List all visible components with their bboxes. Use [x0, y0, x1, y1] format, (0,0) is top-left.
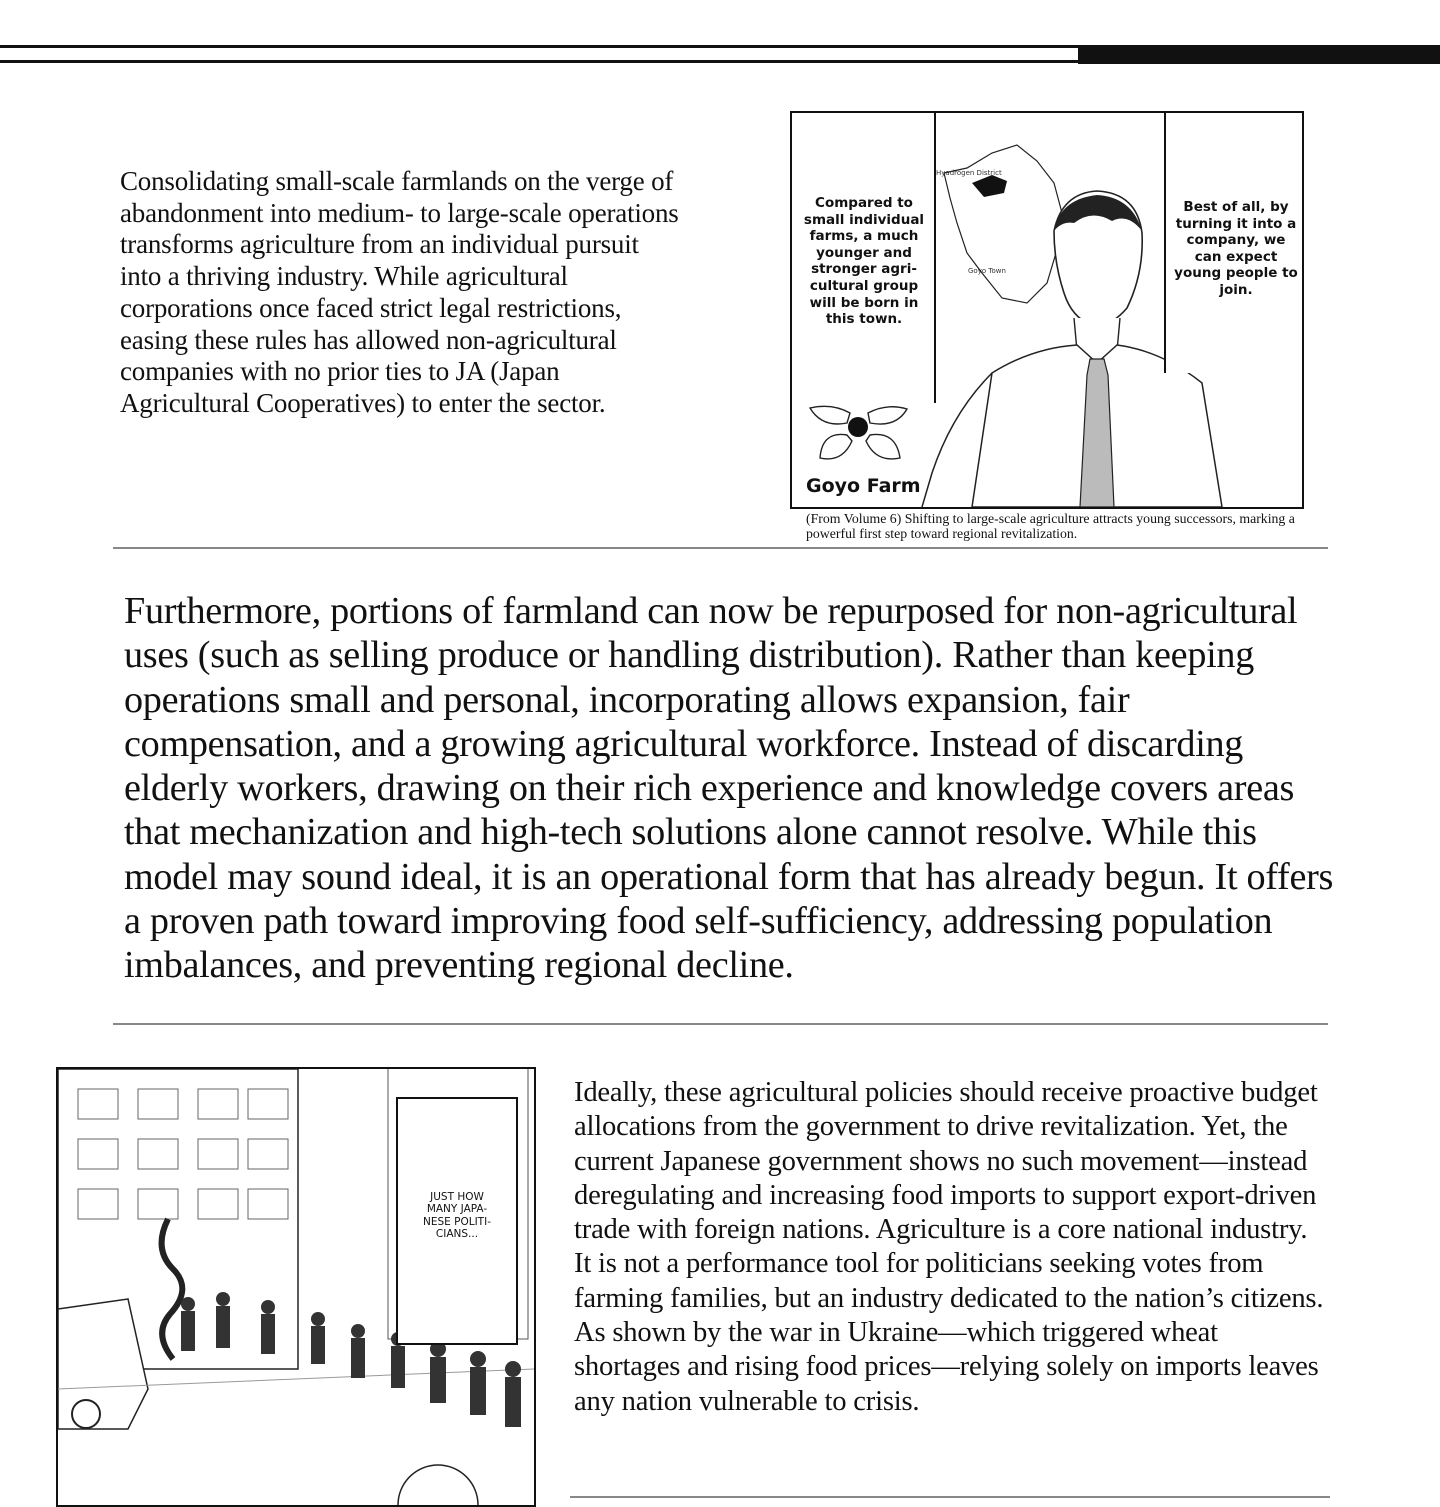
speech-bubble-right	[1164, 113, 1304, 373]
top-rule-bar	[1078, 46, 1440, 64]
map-district-label: Hyadrogen District	[936, 169, 1002, 177]
manga-panel-goyo-farm	[790, 111, 1304, 509]
intro-paragraph: Consolidating small-scale farmlands on the verge of abandonment into medium- to large-scale operations transforms agriculture from an individual pursuit into a thriving industry. While agricultural corporations once faced strict legal restrictions, easing these rules has allowed non-agricultural companies with no prior ties to JA (Japan Agricultural Cooperatives) to enter the sector.	[120, 166, 679, 418]
panel1-caption: (From Volume 6) Shifting to large-scale agriculture attracts young successors, marking a powerful first step toward regional revitalization.	[806, 511, 1295, 541]
section-divider	[113, 547, 1328, 549]
top-rule-secondary	[0, 60, 1080, 63]
map-town-label: Goyo Town	[968, 267, 1006, 275]
bottom-divider	[570, 1496, 1330, 1498]
speech-bubble-street	[396, 1097, 518, 1345]
speech-bubble-left-text: Compared to small individual farms, a much younger and stronger agri- cultural group will be born in this town.	[803, 195, 925, 328]
speech-bubble-street-text: JUST HOW MANY JAPA- NESE POLITI- CIANS...	[423, 1191, 491, 1241]
brand-name: Goyo Farm	[806, 475, 921, 497]
speech-bubble-left	[792, 113, 936, 403]
speech-bubble-right-text: Best of all, by turning it into a company, we can expect young people to join.	[1174, 199, 1298, 298]
manga-panel-street-scene	[56, 1067, 536, 1507]
closing-paragraph: Ideally, these agricultural policies should receive proactive budget allocations from the government to drive revitalization. Yet, the current Japanese government shows no such movement—instead deregulating and increasing food imports to support export-driven trade with foreign nations. Agriculture is a core national industry. It is not a performance tool for politicians seeking votes from farming families, but an industry dedicated to the nation’s citizens. As shown by the war in Ukraine—which triggered wheat shortages and rising food prices—relying solely on imports leaves any nation vulnerable to crisis.	[574, 1077, 1324, 1417]
section-divider-2	[113, 1023, 1328, 1025]
main-paragraph: Furthermore, portions of farmland can now be repurposed for non-agricultural uses (such as selling produce or handling distribution). Rather than keeping operations small and personal, incorporating allows expansion, fair compensation, and a growing agricultural workforce. Instead of discarding elderly workers, drawing on their rich experience and knowledge covers areas that mechanization and high-tech solutions alone cannot resolve. While this model may sound ideal, it is an operational form that has already begun. It offers a proven path toward improving food self-sufficiency, addressing population imbalances, and preventing regional decline.	[124, 590, 1334, 987]
